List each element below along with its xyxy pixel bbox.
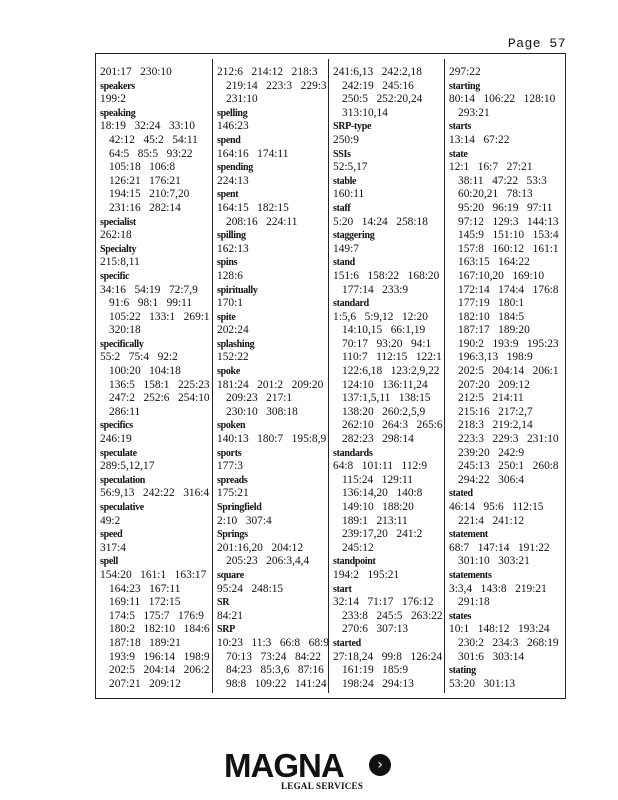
page-line-refs: 233:8 245:5 263:22 [342,609,443,622]
index-entry [217,107,329,134]
index-entry [449,80,561,121]
index-term: spent [217,189,239,201]
index-entry [217,474,329,501]
page-line-refs: 154:20 161:1 163:17 [100,568,207,581]
index-entry [449,120,561,147]
page-line-refs: 70:17 93:20 94:1 [342,337,432,350]
page-line-refs: 172:14 174:4 176:8 [458,283,559,296]
index-entry [217,311,329,338]
index-term: spell [100,556,118,568]
page-line-refs: 317:4 [100,541,126,554]
page-line-refs: 170:1 [217,297,243,310]
page-line-refs: 128:6 [217,269,243,282]
index-entry [333,297,445,447]
index-term: Springs [217,529,248,541]
page-line-refs: 196:3,13 198:9 [458,351,533,364]
index-term: specifically [100,338,144,350]
page-line-refs: 80:14 106:22 128:10 [449,93,556,106]
index-entry [100,555,212,691]
index-entry [217,501,329,528]
page-line-refs: 14:10,15 66:1,19 [342,324,426,337]
index-entry [333,555,445,582]
page-line-refs: 198:24 294:13 [342,677,414,690]
logo-wordmark: MAGNA [224,747,344,784]
page-line-refs: 190:2 193:9 195:23 [458,337,559,350]
page-line-refs: 174:5 175:7 176:9 [109,609,204,622]
page-line-refs: 262:18 [100,229,132,242]
index-entry [217,596,329,623]
index-entry [217,447,329,474]
index-term: speaking [100,107,136,119]
page-line-refs: 301:10 303:21 [458,555,530,568]
page-line-refs: 55:2 75:4 92:2 [100,351,178,364]
page-line-refs: 215:16 217:2,7 [458,405,533,418]
index-entry [217,66,329,107]
page-line-refs: 250:9 [333,133,359,146]
page-line-refs: 207:20 209:12 [458,378,530,391]
page-line-refs: 160:11 [333,188,365,201]
index-term: Springfield [217,502,262,513]
index-term: spins [217,257,238,269]
page-line-refs: 42:12 45:2 54:11 [109,133,198,146]
index-column-4 [449,66,561,691]
page-line-refs: 105:18 106:8 [109,161,176,174]
index-entry [100,474,212,501]
page-line-refs: 239:17,20 241:2 [342,528,423,541]
page-line-refs: 136:5 158:1 225:23 [109,378,210,391]
index-entry [333,637,445,691]
page-line-refs: 18:19 32:24 33:10 [100,120,195,133]
page-line-refs: 164:23 167:11 [109,582,181,595]
page-line-refs: 162:13 [217,242,249,255]
index-entry [333,120,445,147]
index-term: statement [449,529,488,541]
index-entry [217,256,329,283]
index-term: stated [449,488,473,500]
page-line-refs: 205:23 206:3,4,4 [226,555,310,568]
page-line-refs: 245:12 [342,541,374,554]
page-line-refs: 167:10,20 169:10 [458,269,545,282]
index-entry [333,66,445,120]
index-term: states [449,610,472,622]
index-term: sports [217,447,242,459]
page-line-refs: 187:18 189:21 [109,636,181,649]
index-term: speculation [100,474,146,486]
page-line-refs: 12:1 16:7 27:21 [449,161,533,174]
index-entry [100,447,212,474]
page-line-refs: 100:20 104:18 [109,365,181,378]
index-term: spoke [217,366,240,378]
index-entry [100,501,212,528]
page-line-refs: 138:20 260:2,5,9 [342,405,426,418]
index-term: speakers [100,80,135,92]
page-line-refs: 230:2 234:3 268:19 [458,636,559,649]
index-term: staff [333,202,351,214]
page-line-refs: 320:18 [109,324,141,337]
page-line-refs: 215:8,11 [100,256,140,269]
page-line-refs: 84:23 85:3,6 87:16 [226,664,324,677]
page-line-refs: 151:6 158:22 168:20 [333,269,440,282]
column-divider [212,59,213,693]
page-line-refs: 262:10 264:3 265:6 [342,419,443,432]
page-line-refs: 199:2 [100,93,126,106]
page-line-refs: 126:21 176:21 [109,174,181,187]
page-line-refs: 164:15 182:15 [217,201,289,214]
index-entry [100,107,212,216]
index-entry [449,569,561,610]
page-line-refs: 286:11 [109,405,141,418]
page-line-refs: 293:21 [458,106,490,119]
page-line-refs: 95:20 96:19 97:11 [458,201,553,214]
index-entry [449,528,561,569]
page-line-refs: 202:24 [217,324,249,337]
page-line-refs: 137:1,5,11 138:15 [342,392,431,405]
page-line-refs: 3:3,4 143:8 219:21 [449,582,547,595]
page-line-refs: 294:22 306:4 [458,473,525,486]
page-line-refs: 212:5 214:11 [458,392,524,405]
index-term: spreads [217,474,248,486]
page-line-refs: 246:19 [100,433,132,446]
page-line-refs: 177:19 180:1 [458,297,525,310]
index-term: specialist [100,216,136,228]
index-term: splashing [217,338,255,350]
index-column-3 [333,66,445,691]
index-term: spite [217,311,236,323]
page-line-refs: 242:19 245:16 [342,79,414,92]
page-line-refs: 145:9 151:10 153:4 [458,229,559,242]
index-entry [333,229,445,256]
page-line-refs: 241:6,13 242:2,18 [333,66,422,78]
page-line-refs: 201:16,20 204:12 [217,541,304,554]
index-column-2 [217,66,329,691]
index-term: speculate [100,447,137,459]
page-line-refs: 122:6,18 123:2,9,22 [342,365,440,378]
page-line-refs: 10:23 11:3 66:8 68:9 [217,636,329,649]
index-term: starts [449,121,472,133]
page-line-refs: 224:13 [217,174,249,187]
page-line-refs: 52:5,17 [333,161,368,174]
index-term: SRP-type [333,121,372,133]
index-entry [217,338,329,365]
index-term: stable [333,175,357,187]
page-line-refs: 95:24 248:15 [217,582,284,595]
index-term: spending [217,162,253,174]
page-line-refs: 53:20 301:13 [449,677,516,690]
index-term: statements [449,569,492,581]
page-line-refs: 239:20 242:9 [458,446,525,459]
index-entry [333,202,445,229]
page-line-refs: 189:1 213:11 [342,514,408,527]
index-entry [100,243,212,270]
index-entry [449,66,561,80]
index-entry [217,284,329,311]
page-line-refs: 91:6 98:1 99:11 [109,297,193,310]
index-entry [217,229,329,256]
page-line-refs: 49:2 [100,514,121,527]
page-line-refs: 193:9 196:14 198:9 [109,650,210,663]
page-line-refs: 84:21 [217,609,243,622]
page-line-refs: 218:3 219:2,14 [458,419,533,432]
index-term: stand [333,257,355,269]
page-line-refs: 289:5,12,17 [100,460,155,473]
logo-subtitle: LEGAL SERVICES [281,781,364,791]
index-entry [449,148,561,488]
index-entry [100,270,212,338]
index-term: staggering [333,230,375,242]
page-line-refs: 5:20 14:24 258:18 [333,215,428,228]
page-line-refs: 110:7 112:15 122:1 [342,351,442,364]
page-line-refs: 115:24 129:11 [342,473,413,486]
page-line-refs: 187:17 189:20 [458,324,530,337]
index-entry [333,148,445,175]
page-line-refs: 68:7 147:14 191:22 [449,541,550,554]
page-line-refs: 149:10 188:20 [342,501,414,513]
page-line-refs: 291:18 [458,596,490,609]
page-line-refs: 313:10,14 [342,106,388,119]
page-line-refs: 202:5 204:14 206:1 [458,365,559,378]
page-line-refs: 208:16 224:11 [226,215,298,228]
page-line-refs: 182:10 184:5 [458,310,525,323]
index-entry [217,188,329,229]
index-term: start [333,583,352,595]
logo-arrow-icon: › [369,754,391,776]
page-number: Page 57 [507,36,566,51]
page-line-refs: 27:18,24 99:8 126:24 [333,650,443,663]
page-line-refs: 201:17 230:10 [100,66,172,78]
index-entry [100,80,212,107]
page-line-refs: 60:20,21 78:13 [458,188,533,201]
page-line-refs: 301:6 303:14 [458,650,525,663]
page-line-refs: 46:14 95:6 112:15 [449,501,544,513]
index-term: spend [217,134,241,146]
index-term: SR [217,597,230,609]
index-entry [217,134,329,161]
page-line-refs: 34:16 54:19 72:7,9 [100,283,198,296]
index-term: specifics [100,420,133,432]
index-entry [100,528,212,555]
index-term: speculative [100,502,144,513]
page-line-refs: 136:14,20 140:8 [342,487,423,500]
index-term: speed [100,529,123,541]
index-term: spelling [217,107,248,119]
index-entry [217,365,329,419]
index-entry [449,610,561,664]
index-term: starting [449,80,480,92]
page-line-refs: 177:14 233:9 [342,283,409,296]
index-entry [100,66,212,80]
page-line-refs: 56:9,13 242:22 316:4 [100,487,210,500]
page-line-refs: 38:11 47:22 53:3 [458,174,547,187]
page-line-refs: 10:1 148:12 193:24 [449,623,550,636]
page-line-refs: 181:24 201:2 209:20 [217,378,324,391]
page-line-refs: 1:5,6 5:9,12 12:20 [333,310,428,323]
page-line-refs: 231:10 [226,93,258,106]
page-line-refs: 177:3 [217,460,243,473]
page-line-refs: 297:22 [449,66,481,78]
index-entry [449,664,561,691]
page-line-refs: 105:22 133:1 269:1 [109,310,210,323]
index-entry [333,175,445,202]
index-entry [217,161,329,188]
index-entry [333,256,445,297]
page-line-refs: 209:23 217:1 [226,392,293,405]
page-line-refs: 98:8 109:22 141:24 [226,677,327,690]
index-term: spiritually [217,284,258,296]
page-line-refs: 194:2 195:21 [333,568,400,581]
page-line-refs: 250:5 252:20,24 [342,93,423,106]
page-line-refs: 207:21 209:12 [109,677,181,690]
index-term: stating [449,665,476,677]
index-term: SSIs [333,148,351,160]
index-term: standpoint [333,556,376,568]
index-term: specific [100,270,130,282]
page-line-refs: 169:11 172:15 [109,596,181,609]
page-line-refs: 221:4 241:12 [458,514,525,527]
page-line-refs: 2:10 307:4 [217,514,272,527]
index-term: state [449,148,468,160]
page-line-refs: 124:10 136:11,24 [342,378,428,391]
index-entry [217,528,329,569]
index-term: square [217,569,244,581]
index-entry [100,419,212,446]
page-line-refs: 223:3 229:3 231:10 [458,433,559,446]
page-line-refs: 202:5 204:14 206:2 [109,664,210,677]
index-term: SRP [217,624,235,636]
magna-logo [224,746,394,792]
page-line-refs: 152:22 [217,351,249,364]
index-term: Specialty [100,243,137,255]
index-term: started [333,637,361,649]
page-line-refs: 219:14 223:3 229:3 [226,79,327,92]
page-line-refs: 194:15 210:7,20 [109,188,190,201]
index-frame [95,53,566,699]
index-entry [100,338,212,420]
index-entry [217,419,329,446]
index-entry [449,487,561,528]
page-line-refs: 146:23 [217,120,249,133]
index-entry [217,623,329,691]
index-column-1 [100,66,212,691]
page-line-refs: 64:5 85:5 93:22 [109,147,193,160]
page-line-refs: 245:13 250:1 260:8 [458,460,559,473]
page-line-refs: 70:13 73:24 84:22 [226,650,321,663]
page-line-refs: 212:6 214:12 218:3 [217,66,318,78]
page-line-refs: 164:16 174:11 [217,147,289,160]
page-line-refs: 140:13 180:7 195:8,9 [217,433,327,446]
index-entry [100,216,212,243]
page-line-refs: 270:6 307:13 [342,623,409,636]
index-term: standards [333,447,373,459]
page-line-refs: 230:10 308:18 [226,405,298,418]
page-line-refs: 180:2 182:10 184:6 [109,623,210,636]
page-line-refs: 231:16 282:14 [109,201,181,214]
page-line-refs: 64:8 101:11 112:9 [333,460,428,473]
page-line-refs: 247:2 252:6 254:10 [109,392,210,405]
index-term: spilling [217,230,246,242]
page-line-refs: 13:14 67:22 [449,133,510,146]
index-term: spoken [217,420,246,432]
index-term: standard [333,298,369,310]
page-line-refs: 97:12 129:3 144:13 [458,215,559,228]
page-line-refs: 175:21 [217,487,249,500]
page-line-refs: 149:7 [333,242,359,255]
index-entry [333,447,445,556]
page-line-refs: 163:15 164:22 [458,256,530,269]
page-line-refs: 161:19 185:9 [342,664,409,677]
index-entry [217,569,329,596]
page-line-refs: 282:23 298:14 [342,433,414,446]
page-line-refs: 32:14 71:17 176:12 [333,596,434,609]
index-entry [333,583,445,637]
page-line-refs: 157:8 160:12 161:1 [458,242,559,255]
